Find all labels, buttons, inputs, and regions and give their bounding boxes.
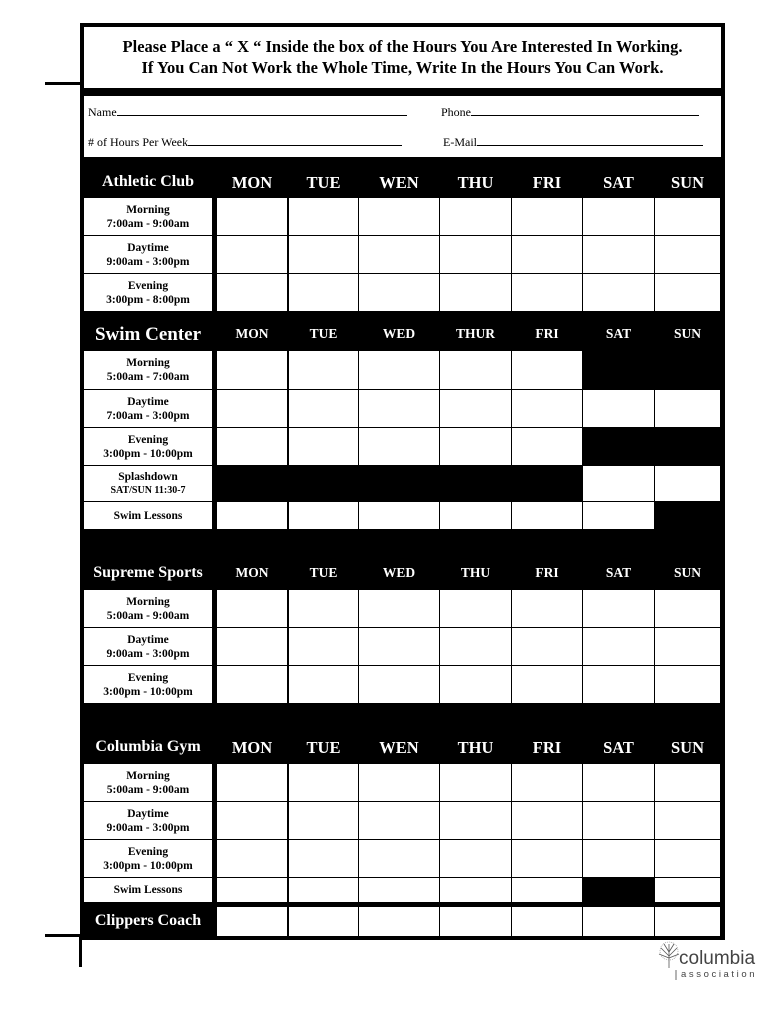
supreme-sports-row-label [84,666,212,703]
swim-center-checkbox-cell[interactable] [289,428,358,465]
athletic-club-checkbox-cell[interactable] [217,198,287,235]
name-line[interactable] [117,104,407,116]
swim-center-day-1: TUE [309,326,338,342]
supreme-sports-row-time: 5:00am - 9:00am [106,609,190,622]
email-label: E-Mail [443,135,477,149]
supreme-sports-checkbox-cell[interactable] [359,628,439,665]
athletic-club-day-0: MON [231,172,273,192]
columbia-gym-row-name: Daytime [127,807,169,820]
supreme-sports-checkbox-cell[interactable] [440,628,511,665]
supreme-sports-day-2: WED [382,565,416,581]
swim-center-checkbox-cell[interactable] [655,466,720,501]
columbia-gym-checkbox-cell[interactable] [359,878,439,902]
swim-center-row-label [84,502,212,529]
instructions-line-1: Please Place a “ X “ Inside the box of the Hours You Are Interested In Working. [122,37,683,56]
swim-center-blocked-cell [583,428,654,465]
athletic-club-checkbox-cell[interactable] [217,274,287,311]
swim-center-row-time: 7:00am - 3:00pm [106,409,190,422]
columbia-gym-checkbox-cell[interactable] [217,764,287,801]
swim-center-checkbox-cell[interactable] [583,466,654,501]
supreme-sports-row-label [84,628,212,665]
supreme-sports-checkbox-cell[interactable] [655,590,720,627]
columbia-gym-checkbox-cell[interactable] [217,802,287,839]
logo-tag: association [681,969,758,980]
swim-center-blocked-cell [655,428,720,465]
supreme-sports-checkbox-cell[interactable] [655,666,720,703]
supreme-sports-day-1: TUE [309,565,338,581]
athletic-club-checkbox-cell[interactable] [217,236,287,273]
athletic-club-row-time: 7:00am - 9:00am [106,217,190,230]
clippers-coach-checkbox-cell[interactable] [512,907,582,936]
supreme-sports-checkbox-cell[interactable] [359,666,439,703]
supreme-sports-row-label [84,590,212,627]
swim-center-row-name: Morning [126,357,170,369]
swim-center-checkbox-cell[interactable] [583,502,654,529]
athletic-club-day-6: SUN [670,172,704,192]
columbia-gym-checkbox-cell[interactable] [359,764,439,801]
clippers-coach-title: Clippers Coach [94,912,202,929]
athletic-club-row-name: Daytime [127,241,169,254]
swim-center-blocked-cell [359,466,439,501]
supreme-sports-checkbox-cell[interactable] [289,628,358,665]
columbia-gym-row-label [84,840,212,877]
swim-center-title: Swim Center [94,323,202,345]
columbia-gym-title: Columbia Gym [95,738,201,755]
swim-center-day-5: SAT [605,326,632,342]
columbia-association-logo [655,940,760,982]
columbia-gym-row-label [84,764,212,801]
supreme-sports-checkbox-cell[interactable] [583,590,654,627]
columbia-gym-day-2: WEN [379,737,419,757]
columbia-gym-row-name: Morning [126,769,170,782]
swim-center-blocked-cell [655,502,720,529]
supreme-sports-checkbox-cell[interactable] [512,628,582,665]
supreme-sports-day-6: SUN [673,565,701,581]
hours-per-week-line[interactable] [188,134,402,146]
columbia-gym-blocked-cell [583,878,654,902]
columbia-gym-checkbox-cell[interactable] [512,840,582,877]
columbia-gym-checkbox-cell[interactable] [440,878,511,902]
athletic-club-day-5: SAT [603,172,634,192]
supreme-sports-day-5: SAT [605,565,632,581]
supreme-sports-title: Supreme Sports [93,564,203,581]
columbia-gym-row-time: 5:00am - 9:00am [106,783,190,796]
columbia-gym-checkbox-cell[interactable] [217,840,287,877]
athletic-club-checkbox-cell[interactable] [440,198,511,235]
supreme-sports-row-name: Evening [127,671,169,684]
swim-center-row-name: Evening [127,433,169,446]
instructions-header [84,27,721,88]
swim-center-day-6: SUN [673,326,701,342]
supreme-sports-row-name: Daytime [127,633,169,646]
athletic-club-row-time: 3:00pm - 8:00pm [106,293,190,306]
swim-center-blocked-cell [289,466,358,501]
email-field[interactable] [443,134,703,150]
athletic-club-day-3: THU [457,172,494,192]
columbia-gym-checkbox-cell[interactable] [289,802,358,839]
swim-center-row-time: SAT/SUN 11:30-7 [110,484,186,496]
swim-center-blocked-cell [655,351,720,389]
supreme-sports-checkbox-cell[interactable] [512,590,582,627]
phone-label: Phone [441,105,471,119]
supreme-sports-checkbox-cell[interactable] [512,666,582,703]
columbia-gym-checkbox-cell[interactable] [583,764,654,801]
swim-center-checkbox-cell[interactable] [217,502,287,529]
columbia-gym-checkbox-cell[interactable] [217,878,287,902]
swim-center-row-label [84,390,212,427]
athletic-club-checkbox-cell[interactable] [512,274,582,311]
swim-center-row-label [84,466,212,501]
swim-center-row-time: 5:00am - 7:00am [106,371,190,383]
columbia-gym-checkbox-cell[interactable] [655,840,720,877]
swim-center-checkbox-cell[interactable] [217,351,287,389]
swim-center-checkbox-cell[interactable] [583,390,654,427]
columbia-gym-checkbox-cell[interactable] [289,878,358,902]
columbia-gym-day-6: SUN [670,737,704,757]
clippers-coach-checkbox-cell[interactable] [289,907,358,936]
columbia-gym-row-name: Swim Lessons [113,884,183,896]
swim-center-checkbox-cell[interactable] [440,502,511,529]
columbia-gym-checkbox-cell[interactable] [512,802,582,839]
swim-center-checkbox-cell[interactable] [359,351,439,389]
swim-center-checkbox-cell[interactable] [440,390,511,427]
columbia-gym-checkbox-cell[interactable] [512,878,582,902]
athletic-club-checkbox-cell[interactable] [289,236,358,273]
columbia-gym-day-5: SAT [603,737,634,757]
columbia-gym-row-time: 9:00am - 3:00pm [106,821,190,834]
columbia-gym-day-1: TUE [306,737,341,757]
swim-center-checkbox-cell[interactable] [289,390,358,427]
supreme-sports-checkbox-cell[interactable] [655,628,720,665]
supreme-sports-checkbox-cell[interactable] [583,628,654,665]
swim-center-row-label [84,428,212,465]
swim-center-checkbox-cell[interactable] [359,428,439,465]
swim-center-checkbox-cell[interactable] [440,428,511,465]
supreme-sports-checkbox-cell[interactable] [217,590,287,627]
columbia-gym-checkbox-cell[interactable] [583,840,654,877]
swim-center-checkbox-cell[interactable] [512,502,582,529]
athletic-club-day-1: TUE [306,172,341,192]
name-field[interactable] [88,104,407,120]
swim-center-blocked-cell [217,466,287,501]
columbia-gym-row-name: Evening [127,845,169,858]
supreme-sports-row-name: Morning [126,595,170,608]
athletic-club-checkbox-cell[interactable] [512,236,582,273]
swim-center-checkbox-cell[interactable] [440,351,511,389]
athletic-club-day-2: WEN [379,172,419,192]
athletic-club-checkbox-cell[interactable] [512,198,582,235]
logo-name: columbia [679,948,756,969]
supreme-sports-checkbox-cell[interactable] [217,628,287,665]
columbia-gym-checkbox-cell[interactable] [440,840,511,877]
supreme-sports-checkbox-cell[interactable] [440,590,511,627]
supreme-sports-day-3: THU [460,565,491,581]
athletic-club-checkbox-cell[interactable] [583,198,654,235]
phone-line[interactable] [471,104,699,116]
columbia-gym-checkbox-cell[interactable] [359,840,439,877]
swim-center-day-4: FRI [535,326,559,342]
athletic-club-checkbox-cell[interactable] [359,198,439,235]
swim-center-blocked-cell [440,466,511,501]
athletic-club-row-label [84,274,212,311]
crop-mark-vertical [79,937,82,967]
swim-center-blocked-cell [512,466,582,501]
swim-center-day-3: THUR [455,326,495,342]
clippers-coach-checkbox-cell[interactable] [440,907,511,936]
athletic-club-checkbox-cell[interactable] [289,274,358,311]
columbia-gym-row-time: 3:00pm - 10:00pm [103,859,193,872]
clippers-coach-checkbox-cell[interactable] [359,907,439,936]
columbia-gym-day-3: THU [457,737,494,757]
columbia-gym-checkbox-cell[interactable] [655,878,720,902]
columbia-gym-day-0: MON [231,737,273,757]
swim-center-row-name: Swim Lessons [113,509,183,522]
supreme-sports-checkbox-cell[interactable] [289,666,358,703]
athletic-club-row-name: Morning [126,203,170,216]
athletic-club-row-name: Evening [127,279,169,292]
name-label: Name [88,105,117,119]
swim-center-day-0: MON [235,326,269,342]
swim-center-checkbox-cell[interactable] [359,502,439,529]
supreme-sports-day-4: FRI [535,565,559,581]
athletic-club-checkbox-cell[interactable] [359,236,439,273]
clippers-coach-checkbox-cell[interactable] [217,907,287,936]
columbia-gym-row-label [84,802,212,839]
instructions-line-2: If You Can Not Work the Whole Time, Write In the Hours You Can Work. [141,58,664,77]
clippers-coach-checkbox-cell[interactable] [583,907,654,936]
swim-center-checkbox-cell[interactable] [217,390,287,427]
supreme-sports-checkbox-cell[interactable] [289,590,358,627]
crop-mark-bottom [45,934,81,937]
athletic-club-row-label [84,198,212,235]
swim-center-checkbox-cell[interactable] [512,351,582,389]
swim-center-blocked-cell [583,351,654,389]
athletic-club-row-label [84,236,212,273]
athletic-club-day-4: FRI [532,172,562,192]
hours-per-week-field[interactable] [88,134,402,150]
hours-per-week-label: # of Hours Per Week [88,135,189,149]
swim-center-checkbox-cell[interactable] [359,390,439,427]
supreme-sports-checkbox-cell[interactable] [440,666,511,703]
columbia-gym-checkbox-cell[interactable] [655,764,720,801]
columbia-gym-row-label [84,878,212,902]
athletic-club-checkbox-cell[interactable] [289,198,358,235]
columbia-gym-checkbox-cell[interactable] [583,802,654,839]
athletic-club-checkbox-cell[interactable] [583,236,654,273]
email-line[interactable] [477,134,703,146]
columbia-gym-checkbox-cell[interactable] [289,764,358,801]
swim-center-row-name: Splashdown [118,470,178,483]
supreme-sports-checkbox-cell[interactable] [583,666,654,703]
crop-mark-top [45,82,81,85]
swim-center-checkbox-cell[interactable] [289,351,358,389]
swim-center-checkbox-cell[interactable] [217,428,287,465]
swim-center-row-name: Daytime [127,395,169,408]
swim-center-checkbox-cell[interactable] [512,428,582,465]
athletic-club-checkbox-cell[interactable] [655,236,720,273]
supreme-sports-day-0: MON [235,565,269,581]
swim-center-checkbox-cell[interactable] [655,390,720,427]
columbia-gym-checkbox-cell[interactable] [440,764,511,801]
athletic-club-checkbox-cell[interactable] [440,274,511,311]
swim-center-day-2: WED [382,326,416,342]
columbia-gym-day-4: FRI [532,737,562,757]
columbia-gym-checkbox-cell[interactable] [289,840,358,877]
columbia-gym-checkbox-cell[interactable] [512,764,582,801]
athletic-club-checkbox-cell[interactable] [440,236,511,273]
swim-center-row-label [84,351,212,389]
clippers-coach-checkbox-cell[interactable] [655,907,720,936]
athletic-club-checkbox-cell[interactable] [583,274,654,311]
athletic-club-checkbox-cell[interactable] [359,274,439,311]
supreme-sports-checkbox-cell[interactable] [217,666,287,703]
columbia-gym-checkbox-cell[interactable] [440,802,511,839]
athletic-club-title: Athletic Club [102,173,194,190]
athletic-club-checkbox-cell[interactable] [655,274,720,311]
supreme-sports-checkbox-cell[interactable] [359,590,439,627]
supreme-sports-row-time: 3:00pm - 10:00pm [103,685,193,698]
columbia-gym-checkbox-cell[interactable] [359,802,439,839]
swim-center-checkbox-cell[interactable] [289,502,358,529]
columbia-gym-checkbox-cell[interactable] [655,802,720,839]
athletic-club-row-time: 9:00am - 3:00pm [106,255,190,268]
swim-center-checkbox-cell[interactable] [512,390,582,427]
supreme-sports-row-time: 9:00am - 3:00pm [106,647,190,660]
swim-center-row-time: 3:00pm - 10:00pm [103,447,193,460]
contact-info-box [84,96,721,157]
phone-field[interactable] [441,104,699,120]
athletic-club-checkbox-cell[interactable] [655,198,720,235]
